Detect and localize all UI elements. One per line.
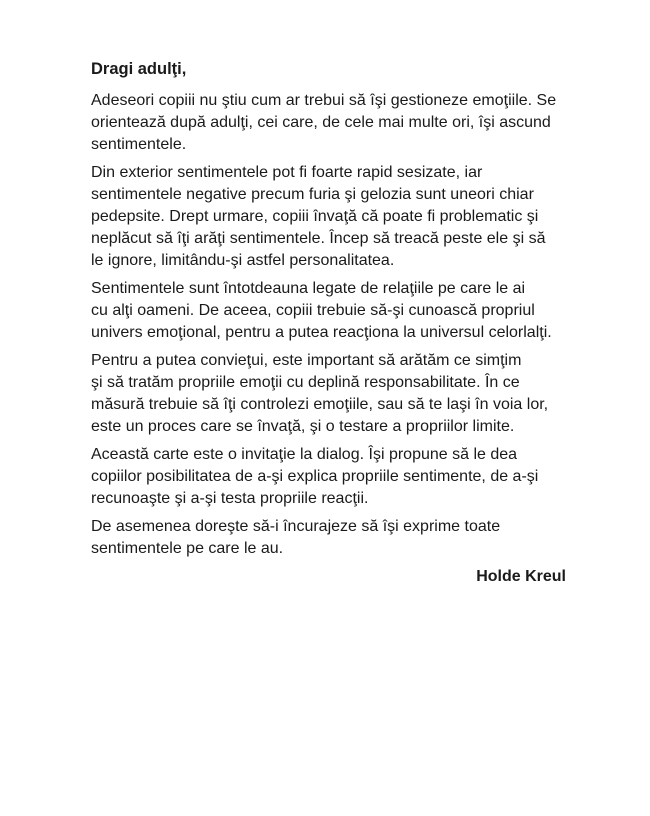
letter xyxy=(91,58,566,588)
text-line: este un proces care se învaţă, şi o testare a propriilor limite. xyxy=(91,418,515,435)
paragraph xyxy=(91,444,566,510)
text-line: copiilor posibilitatea de a-şi explica propriile sentimente, de a-şi xyxy=(91,468,539,485)
paragraph xyxy=(91,162,566,272)
text-line: Această carte este o invitaţie la dialog. Îşi propune să le dea xyxy=(91,446,518,463)
text-line: sentimentele. xyxy=(91,136,187,153)
author-signature: Holde Kreul xyxy=(476,568,566,585)
paragraph xyxy=(91,278,566,344)
text-line: univers emoţional, pentru a putea reacţiona la universul celorlalţi. xyxy=(91,324,552,341)
text-line: Adeseori copiii nu ştiu cum ar trebui să îşi gestioneze emoţiile. Se xyxy=(91,92,557,109)
text-line: le ignore, limitându-şi astfel personalitatea. xyxy=(91,252,395,269)
paragraph xyxy=(91,90,566,156)
text-line: sentimentele negative precum furia şi gelozia sunt uneori chiar xyxy=(91,186,534,203)
paragraph xyxy=(91,516,566,560)
paragraph xyxy=(91,350,566,438)
text-line: orientează după adulţi, cei care, de cele mai multe ori, îşi ascund xyxy=(91,114,551,131)
text-line: De asemenea doreşte să-i încurajeze să îşi exprime toate xyxy=(91,518,501,535)
letter-body xyxy=(91,90,566,560)
text-line: recunoaşte şi a-şi testa propriile reacţii. xyxy=(91,490,369,507)
text-line: Din exterior sentimentele pot fi foarte rapid sesizate, iar xyxy=(91,164,483,181)
text-line: măsură trebuie să îţi controlezi emoţiile, sau să te laşi în voia lor, xyxy=(91,396,549,413)
text-line: Sentimentele sunt întotdeauna legate de relaţiile pe care le ai xyxy=(91,280,526,297)
text-line: şi să tratăm propriile emoţii cu deplină responsabilitate. În ce xyxy=(91,374,520,391)
text-line: pedepsite. Drept urmare, copiii învaţă că poate fi problematic şi xyxy=(91,208,539,225)
text-line: sentimentele pe care le au. xyxy=(91,540,284,557)
text-line: neplăcut să îţi arăţi sentimentele. Încep să treacă peste ele şi să xyxy=(91,230,546,247)
greeting-heading: Dragi adulţi, xyxy=(91,60,187,78)
text-line: cu alţi oameni. De aceea, copiii trebuie să-şi cunoască propriul xyxy=(91,302,535,319)
text-line: Pentru a putea convieţui, este important să arătăm ce simţim xyxy=(91,352,522,369)
